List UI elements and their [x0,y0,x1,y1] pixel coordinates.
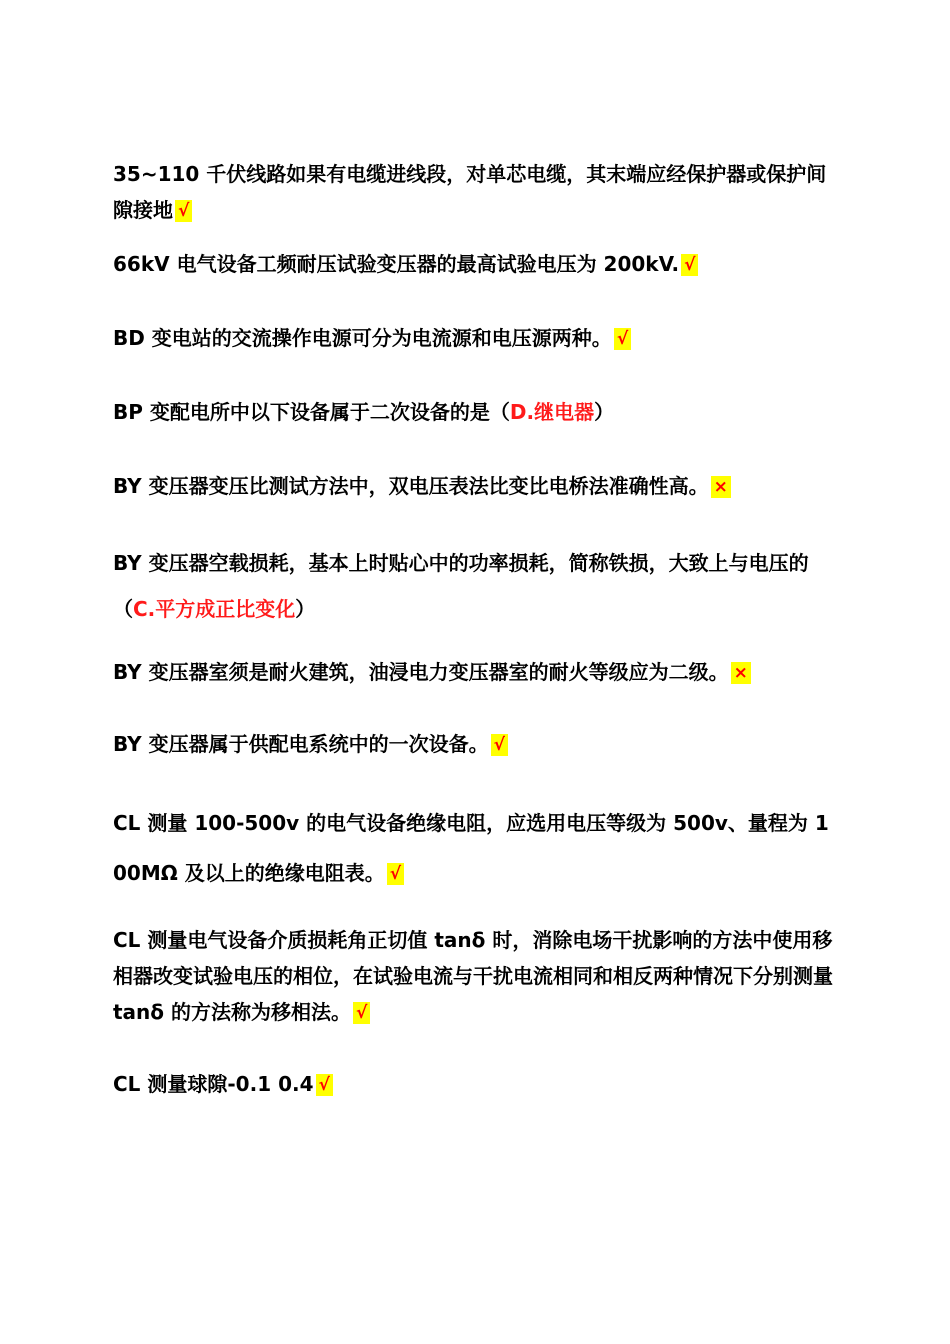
cross-mark-icon: × [711,476,731,498]
question-item [113,654,841,690]
check-mark-icon: √ [353,1002,370,1024]
question-tail: ） [594,400,615,424]
check-mark-icon: √ [175,200,192,222]
question-item [113,726,841,762]
answer-text: D.继电器 [509,400,595,424]
check-mark-icon: √ [316,1074,333,1096]
question-text: BY 变压器属于供配电系统中的一次设备。 [113,732,489,756]
check-mark-icon: √ [387,863,404,885]
check-mark-icon: √ [614,328,631,350]
cross-mark-icon: × [731,662,751,684]
question-item [113,1066,841,1102]
answer-text: C.平方成正比变化 [133,597,296,621]
question-text: 66kV 电气设备工频耐压试验变压器的最高试验电压为 200kV. [113,252,680,276]
check-mark-icon: √ [491,734,508,756]
question-text: BY 变压器空载损耗，基本上时贴心中的功率损耗，简称铁损，大致上与电压的（ [113,551,809,621]
question-text: BP 变配电所中以下设备属于二次设备的是（ [113,400,510,424]
question-item [113,156,841,228]
question-item [113,798,841,898]
check-mark-icon: √ [681,254,698,276]
question-text: BD 变电站的交流操作电源可分为电流源和电压源两种。 [113,326,612,350]
question-tail: ） [295,597,316,621]
question-text: CL 测量电气设备介质损耗角正切值 tanδ 时，消除电场干扰影响的方法中使用移相器改变试验电压的相位，在试验电流与干扰电流相同和相反两种情况下分别测量 tanδ 的方法称为移相法。 [113,928,833,1024]
question-item [113,468,841,504]
question-text: CL 测量 100-500v 的电气设备绝缘电阻，应选用电压等级为 500v、量程为 100MΩ 及以上的绝缘电阻表。 [113,811,829,885]
document-page [113,156,841,1102]
question-item [113,394,841,430]
question-text: BY 变压器变压比测试方法中，双电压表法比变比电桥法准确性高。 [113,474,709,498]
question-item [113,922,841,1030]
question-item [113,320,841,356]
question-item [113,540,841,632]
question-text: 35~110 千伏线路如果有电缆进线段，对单芯电缆，其末端应经保护器或保护间隙接地 [113,162,827,222]
question-text: CL 测量球隙-0.1 0.4 [113,1072,314,1096]
question-item [113,246,841,282]
question-text: BY 变压器室须是耐火建筑，油浸电力变压器室的耐火等级应为二级。 [113,660,729,684]
